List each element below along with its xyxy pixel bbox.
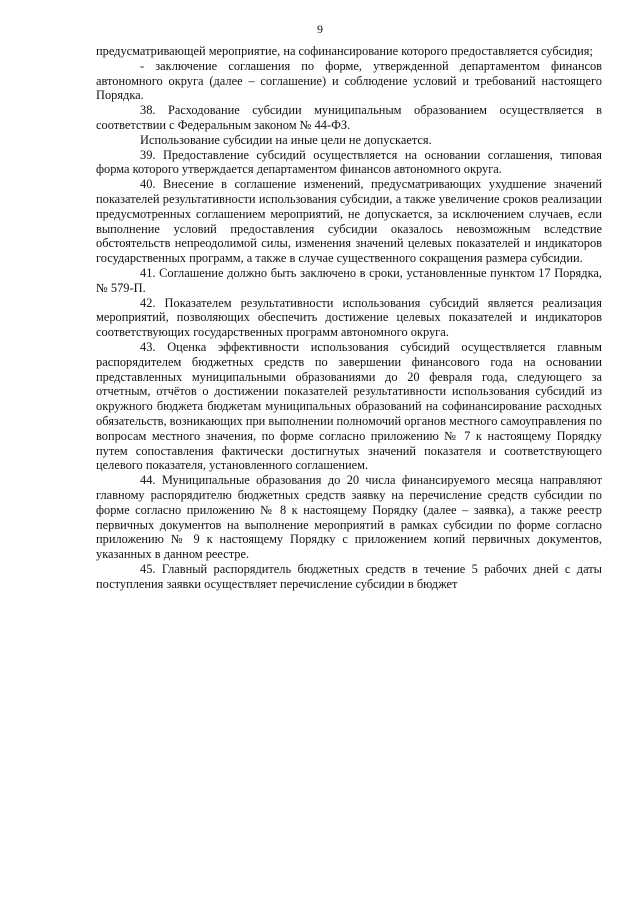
paragraph-continuation: предусматривающей мероприятие, на софинансирование которого предоставляется субсидия;: [96, 44, 593, 58]
paragraph-42: 42. Показателем результативности использования субсидий является реализация мероприятий, позволяющих обеспечить достижение целевых показателей и индикаторов соответствующих государственных программ автономного округа.: [96, 295, 602, 340]
document-body: [96, 44, 602, 591]
paragraph-44: 44. Муниципальные образования до 20 числа финансируемого месяца направляют главному распорядителю бюджетных средств заявку на перечисление средств субсидии по форме согласно приложению № 8 к настоящему Порядку (далее – заявка), а также реестр первичных документов на выполнение мероприятий в рамках субсидии по форме согласно приложению № 9 к настоящему Порядку с приложением копий первичных документов, указанных в данном реестре.: [96, 473, 602, 562]
paragraph-38-note: Использование субсидии на иные цели не допускается.: [140, 132, 432, 147]
paragraph-41: 41. Соглашение должно быть заключено в сроки, установленные пунктом 17 Порядка, № 579-П.: [96, 265, 602, 295]
paragraph-39: 39. Предоставление субсидий осуществляется на основании соглашения, типовая форма которого утверждается департаментом финансов автономного округа.: [96, 147, 602, 177]
paragraph-43: 43. Оценка эффективности использования субсидий осуществляется главным распорядителем бюджетных средств по завершении финансового года на основании представленных муниципальными образованиями до 20 февраля года, следующего за отчетным, отчётов о достижении показателей результативности использования субсидий из окружного бюджета бюджетам муниципальных образований на софинансирование расходных обязательств, возникающих при выполнении полномочий органов местного самоуправления по вопросам местного значения, по форме согласно приложению № 7 к настоящему Порядку путем сопоставления фактически достигнутых значений показателя и соответствующего целевого показателя, установленного соглашением.: [96, 339, 602, 473]
paragraph-agreement-condition: - заключение соглашения по форме, утвержденной департаментом финансов автономного округа (далее – соглашение) и соблюдение условий и требований настоящего Порядка.: [96, 58, 602, 103]
paragraph-40: 40. Внесение в соглашение изменений, предусматривающих ухудшение значений показателей результативности использования субсидии, а также увеличение сроков реализации предусмотренных соглашением мероприятий, не допускается, за исключением случаев, если выполнение условий предоставления субсидии оказалось невозможным вследствие обстоятельств непреодолимой силы, изменения значений целевых показателей и индикаторов государственных программ, а также в случае существенного сокращения размера субсидии.: [96, 177, 602, 266]
paragraph-38: 38. Расходование субсидии муниципальным образованием осуществляется в соответствии с Федеральным законом № 44-ФЗ.: [96, 103, 602, 132]
paragraph-45: 45. Главный распорядитель бюджетных средств в течение 5 рабочих дней с даты поступления заявки осуществляет перечисление субсидии в бюджет: [96, 561, 602, 591]
page-number: 9: [317, 22, 323, 36]
